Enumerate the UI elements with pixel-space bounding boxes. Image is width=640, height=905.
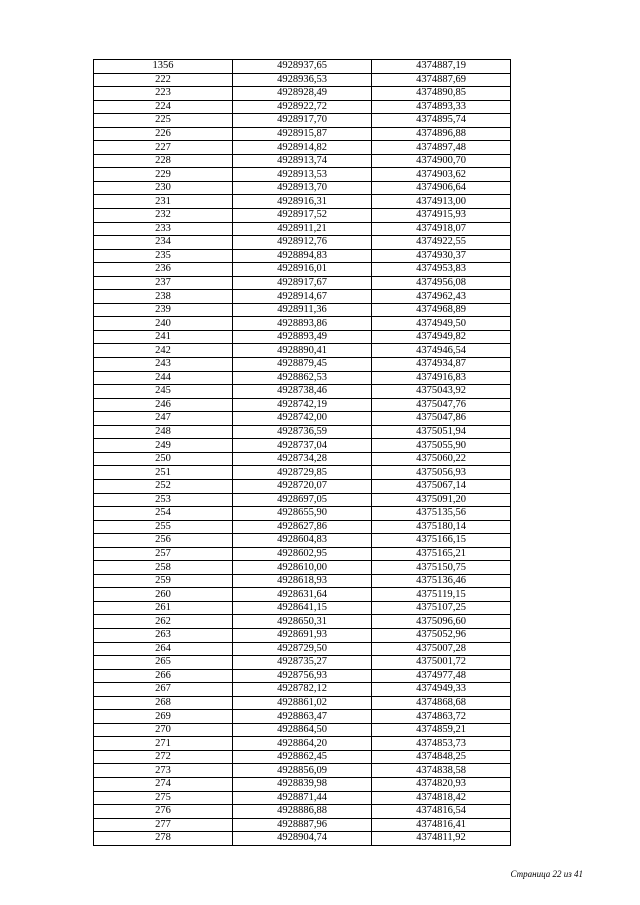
x-coordinate-cell: 4928742,00 xyxy=(233,412,372,426)
y-coordinate-cell: 4375056,93 xyxy=(372,466,511,480)
y-coordinate-cell: 4374816,41 xyxy=(372,818,511,832)
point-number-cell: 278 xyxy=(94,832,233,846)
point-number-cell: 240 xyxy=(94,317,233,331)
y-coordinate-cell: 4374890,85 xyxy=(372,87,511,101)
table-row xyxy=(94,723,511,737)
point-number-cell: 253 xyxy=(94,493,233,507)
point-number-cell: 235 xyxy=(94,249,233,263)
y-coordinate-cell: 4374811,92 xyxy=(372,832,511,846)
table-row xyxy=(94,317,511,331)
x-coordinate-cell: 4928904,74 xyxy=(233,832,372,846)
x-coordinate-cell: 4928913,74 xyxy=(233,154,372,168)
y-coordinate-cell: 4375060,22 xyxy=(372,452,511,466)
table-row xyxy=(94,236,511,250)
table-row xyxy=(94,832,511,846)
point-number-cell: 270 xyxy=(94,723,233,737)
table-row xyxy=(94,141,511,155)
table-row xyxy=(94,466,511,480)
y-coordinate-cell: 4374956,08 xyxy=(372,276,511,290)
table-row xyxy=(94,330,511,344)
y-coordinate-cell: 4375067,14 xyxy=(372,479,511,493)
point-number-cell: 261 xyxy=(94,601,233,615)
x-coordinate-cell: 4928864,20 xyxy=(233,737,372,751)
y-coordinate-cell: 4375051,94 xyxy=(372,425,511,439)
point-number-cell: 237 xyxy=(94,276,233,290)
page-number: Страница 22 из 41 xyxy=(510,869,583,879)
table-row xyxy=(94,344,511,358)
point-number-cell: 265 xyxy=(94,656,233,670)
table-row xyxy=(94,100,511,114)
point-number-cell: 268 xyxy=(94,696,233,710)
y-coordinate-cell: 4375043,92 xyxy=(372,385,511,399)
y-coordinate-cell: 4374893,33 xyxy=(372,100,511,114)
y-coordinate-cell: 4374848,25 xyxy=(372,750,511,764)
y-coordinate-cell: 4374962,43 xyxy=(372,290,511,304)
x-coordinate-cell: 4928736,59 xyxy=(233,425,372,439)
x-coordinate-cell: 4928627,86 xyxy=(233,520,372,534)
point-number-cell: 267 xyxy=(94,683,233,697)
x-coordinate-cell: 4928737,04 xyxy=(233,439,372,453)
table-row xyxy=(94,209,511,223)
table-row xyxy=(94,574,511,588)
table-row xyxy=(94,818,511,832)
point-number-cell: 227 xyxy=(94,141,233,155)
y-coordinate-cell: 4374859,21 xyxy=(372,723,511,737)
y-coordinate-cell: 4374922,55 xyxy=(372,236,511,250)
y-coordinate-cell: 4374949,33 xyxy=(372,683,511,697)
table-row xyxy=(94,127,511,141)
x-coordinate-cell: 4928641,15 xyxy=(233,601,372,615)
x-coordinate-cell: 4928756,93 xyxy=(233,669,372,683)
point-number-cell: 264 xyxy=(94,642,233,656)
x-coordinate-cell: 4928913,53 xyxy=(233,168,372,182)
x-coordinate-cell: 4928879,45 xyxy=(233,358,372,372)
x-coordinate-cell: 4928928,49 xyxy=(233,87,372,101)
y-coordinate-cell: 4375166,15 xyxy=(372,534,511,548)
table-row xyxy=(94,60,511,74)
x-coordinate-cell: 4928720,07 xyxy=(233,479,372,493)
x-coordinate-cell: 4928887,96 xyxy=(233,818,372,832)
y-coordinate-cell: 4375136,46 xyxy=(372,574,511,588)
table-row xyxy=(94,696,511,710)
x-coordinate-cell: 4928742,19 xyxy=(233,398,372,412)
point-number-cell: 277 xyxy=(94,818,233,832)
table-row xyxy=(94,249,511,263)
x-coordinate-cell: 4928871,44 xyxy=(233,791,372,805)
y-coordinate-cell: 4375007,28 xyxy=(372,642,511,656)
point-number-cell: 257 xyxy=(94,547,233,561)
point-number-cell: 234 xyxy=(94,236,233,250)
y-coordinate-cell: 4375180,14 xyxy=(372,520,511,534)
table-row xyxy=(94,642,511,656)
table-row xyxy=(94,737,511,751)
x-coordinate-cell: 4928917,70 xyxy=(233,114,372,128)
x-coordinate-cell: 4928917,67 xyxy=(233,276,372,290)
y-coordinate-cell: 4374816,54 xyxy=(372,805,511,819)
table-row xyxy=(94,222,511,236)
point-number-cell: 273 xyxy=(94,764,233,778)
table-row xyxy=(94,439,511,453)
y-coordinate-cell: 4375052,96 xyxy=(372,628,511,642)
point-number-cell: 239 xyxy=(94,303,233,317)
x-coordinate-cell: 4928735,27 xyxy=(233,656,372,670)
y-coordinate-cell: 4374977,48 xyxy=(372,669,511,683)
point-number-cell: 222 xyxy=(94,73,233,87)
point-number-cell: 274 xyxy=(94,777,233,791)
table-row xyxy=(94,425,511,439)
point-number-cell: 256 xyxy=(94,534,233,548)
point-number-cell: 233 xyxy=(94,222,233,236)
y-coordinate-cell: 4374895,74 xyxy=(372,114,511,128)
y-coordinate-cell: 4374900,70 xyxy=(372,154,511,168)
y-coordinate-cell: 4374897,48 xyxy=(372,141,511,155)
table-row xyxy=(94,371,511,385)
point-number-cell: 241 xyxy=(94,330,233,344)
y-coordinate-cell: 4375091,20 xyxy=(372,493,511,507)
table-row xyxy=(94,276,511,290)
y-coordinate-cell: 4375165,21 xyxy=(372,547,511,561)
x-coordinate-cell: 4928862,45 xyxy=(233,750,372,764)
table-row xyxy=(94,561,511,575)
x-coordinate-cell: 4928862,53 xyxy=(233,371,372,385)
x-coordinate-cell: 4928914,67 xyxy=(233,290,372,304)
x-coordinate-cell: 4928911,36 xyxy=(233,303,372,317)
y-coordinate-cell: 4374934,87 xyxy=(372,358,511,372)
y-coordinate-cell: 4374930,37 xyxy=(372,249,511,263)
x-coordinate-cell: 4928697,05 xyxy=(233,493,372,507)
point-number-cell: 254 xyxy=(94,507,233,521)
coordinates-table-body xyxy=(94,60,511,846)
x-coordinate-cell: 4928602,95 xyxy=(233,547,372,561)
y-coordinate-cell: 4374916,83 xyxy=(372,371,511,385)
x-coordinate-cell: 4928914,82 xyxy=(233,141,372,155)
x-coordinate-cell: 4928655,90 xyxy=(233,507,372,521)
point-number-cell: 224 xyxy=(94,100,233,114)
y-coordinate-cell: 4374820,93 xyxy=(372,777,511,791)
table-row xyxy=(94,452,511,466)
point-number-cell: 269 xyxy=(94,710,233,724)
table-row xyxy=(94,358,511,372)
y-coordinate-cell: 4375001,72 xyxy=(372,656,511,670)
point-number-cell: 276 xyxy=(94,805,233,819)
x-coordinate-cell: 4928890,41 xyxy=(233,344,372,358)
table-row xyxy=(94,87,511,101)
table-row xyxy=(94,615,511,629)
y-coordinate-cell: 4375055,90 xyxy=(372,439,511,453)
point-number-cell: 231 xyxy=(94,195,233,209)
x-coordinate-cell: 4928886,88 xyxy=(233,805,372,819)
point-number-cell: 266 xyxy=(94,669,233,683)
point-number-cell: 247 xyxy=(94,412,233,426)
y-coordinate-cell: 4375047,86 xyxy=(372,412,511,426)
table-row xyxy=(94,412,511,426)
y-coordinate-cell: 4374949,50 xyxy=(372,317,511,331)
table-row xyxy=(94,588,511,602)
table-row xyxy=(94,73,511,87)
x-coordinate-cell: 4928650,31 xyxy=(233,615,372,629)
table-row xyxy=(94,750,511,764)
x-coordinate-cell: 4928631,64 xyxy=(233,588,372,602)
y-coordinate-cell: 4375047,76 xyxy=(372,398,511,412)
table-row xyxy=(94,764,511,778)
point-number-cell: 249 xyxy=(94,439,233,453)
y-coordinate-cell: 4374946,54 xyxy=(372,344,511,358)
y-coordinate-cell: 4375107,25 xyxy=(372,601,511,615)
table-row xyxy=(94,507,511,521)
table-row xyxy=(94,791,511,805)
point-number-cell: 225 xyxy=(94,114,233,128)
y-coordinate-cell: 4374918,07 xyxy=(372,222,511,236)
y-coordinate-cell: 4374949,82 xyxy=(372,330,511,344)
x-coordinate-cell: 4928893,86 xyxy=(233,317,372,331)
point-number-cell: 236 xyxy=(94,263,233,277)
y-coordinate-cell: 4374887,69 xyxy=(372,73,511,87)
x-coordinate-cell: 4928917,52 xyxy=(233,209,372,223)
table-row xyxy=(94,290,511,304)
point-number-cell: 242 xyxy=(94,344,233,358)
y-coordinate-cell: 4374896,88 xyxy=(372,127,511,141)
y-coordinate-cell: 4374853,73 xyxy=(372,737,511,751)
table-row xyxy=(94,669,511,683)
x-coordinate-cell: 4928894,83 xyxy=(233,249,372,263)
point-number-cell: 255 xyxy=(94,520,233,534)
point-number-cell: 251 xyxy=(94,466,233,480)
x-coordinate-cell: 4928618,93 xyxy=(233,574,372,588)
x-coordinate-cell: 4928911,21 xyxy=(233,222,372,236)
y-coordinate-cell: 4375135,56 xyxy=(372,507,511,521)
coordinates-table xyxy=(93,59,511,846)
x-coordinate-cell: 4928610,00 xyxy=(233,561,372,575)
point-number-cell: 246 xyxy=(94,398,233,412)
table-row xyxy=(94,114,511,128)
table-row xyxy=(94,710,511,724)
x-coordinate-cell: 4928915,87 xyxy=(233,127,372,141)
x-coordinate-cell: 4928937,65 xyxy=(233,60,372,74)
point-number-cell: 238 xyxy=(94,290,233,304)
point-number-cell: 263 xyxy=(94,628,233,642)
y-coordinate-cell: 4374913,00 xyxy=(372,195,511,209)
table-row xyxy=(94,520,511,534)
x-coordinate-cell: 4928839,98 xyxy=(233,777,372,791)
point-number-cell: 232 xyxy=(94,209,233,223)
table-row xyxy=(94,628,511,642)
x-coordinate-cell: 4928729,50 xyxy=(233,642,372,656)
point-number-cell: 259 xyxy=(94,574,233,588)
table-row xyxy=(94,303,511,317)
point-number-cell: 1356 xyxy=(94,60,233,74)
table-row xyxy=(94,181,511,195)
x-coordinate-cell: 4928738,46 xyxy=(233,385,372,399)
y-coordinate-cell: 4374887,19 xyxy=(372,60,511,74)
table-row xyxy=(94,601,511,615)
point-number-cell: 245 xyxy=(94,385,233,399)
table-row xyxy=(94,154,511,168)
point-number-cell: 262 xyxy=(94,615,233,629)
y-coordinate-cell: 4375119,15 xyxy=(372,588,511,602)
point-number-cell: 229 xyxy=(94,168,233,182)
y-coordinate-cell: 4375150,75 xyxy=(372,561,511,575)
x-coordinate-cell: 4928782,12 xyxy=(233,683,372,697)
table-row xyxy=(94,534,511,548)
point-number-cell: 244 xyxy=(94,371,233,385)
y-coordinate-cell: 4374838,58 xyxy=(372,764,511,778)
x-coordinate-cell: 4928936,53 xyxy=(233,73,372,87)
point-number-cell: 275 xyxy=(94,791,233,805)
table-row xyxy=(94,656,511,670)
point-number-cell: 272 xyxy=(94,750,233,764)
x-coordinate-cell: 4928604,83 xyxy=(233,534,372,548)
x-coordinate-cell: 4928691,93 xyxy=(233,628,372,642)
y-coordinate-cell: 4374818,42 xyxy=(372,791,511,805)
point-number-cell: 252 xyxy=(94,479,233,493)
point-number-cell: 260 xyxy=(94,588,233,602)
x-coordinate-cell: 4928922,72 xyxy=(233,100,372,114)
x-coordinate-cell: 4928863,47 xyxy=(233,710,372,724)
x-coordinate-cell: 4928864,50 xyxy=(233,723,372,737)
point-number-cell: 258 xyxy=(94,561,233,575)
y-coordinate-cell: 4374863,72 xyxy=(372,710,511,724)
x-coordinate-cell: 4928734,28 xyxy=(233,452,372,466)
x-coordinate-cell: 4928861,02 xyxy=(233,696,372,710)
y-coordinate-cell: 4374903,62 xyxy=(372,168,511,182)
point-number-cell: 228 xyxy=(94,154,233,168)
y-coordinate-cell: 4375096,60 xyxy=(372,615,511,629)
point-number-cell: 250 xyxy=(94,452,233,466)
x-coordinate-cell: 4928912,76 xyxy=(233,236,372,250)
x-coordinate-cell: 4928856,09 xyxy=(233,764,372,778)
table-row xyxy=(94,493,511,507)
table-row xyxy=(94,479,511,493)
table-row xyxy=(94,195,511,209)
table-row xyxy=(94,398,511,412)
y-coordinate-cell: 4374953,83 xyxy=(372,263,511,277)
y-coordinate-cell: 4374968,89 xyxy=(372,303,511,317)
x-coordinate-cell: 4928916,01 xyxy=(233,263,372,277)
point-number-cell: 271 xyxy=(94,737,233,751)
y-coordinate-cell: 4374868,68 xyxy=(372,696,511,710)
x-coordinate-cell: 4928729,85 xyxy=(233,466,372,480)
table-row xyxy=(94,777,511,791)
x-coordinate-cell: 4928916,31 xyxy=(233,195,372,209)
y-coordinate-cell: 4374915,93 xyxy=(372,209,511,223)
point-number-cell: 230 xyxy=(94,181,233,195)
table-row xyxy=(94,547,511,561)
x-coordinate-cell: 4928893,49 xyxy=(233,330,372,344)
point-number-cell: 243 xyxy=(94,358,233,372)
x-coordinate-cell: 4928913,70 xyxy=(233,181,372,195)
point-number-cell: 248 xyxy=(94,425,233,439)
table-row xyxy=(94,683,511,697)
table-row xyxy=(94,385,511,399)
table-row xyxy=(94,168,511,182)
point-number-cell: 226 xyxy=(94,127,233,141)
table-row xyxy=(94,263,511,277)
table-row xyxy=(94,805,511,819)
point-number-cell: 223 xyxy=(94,87,233,101)
y-coordinate-cell: 4374906,64 xyxy=(372,181,511,195)
